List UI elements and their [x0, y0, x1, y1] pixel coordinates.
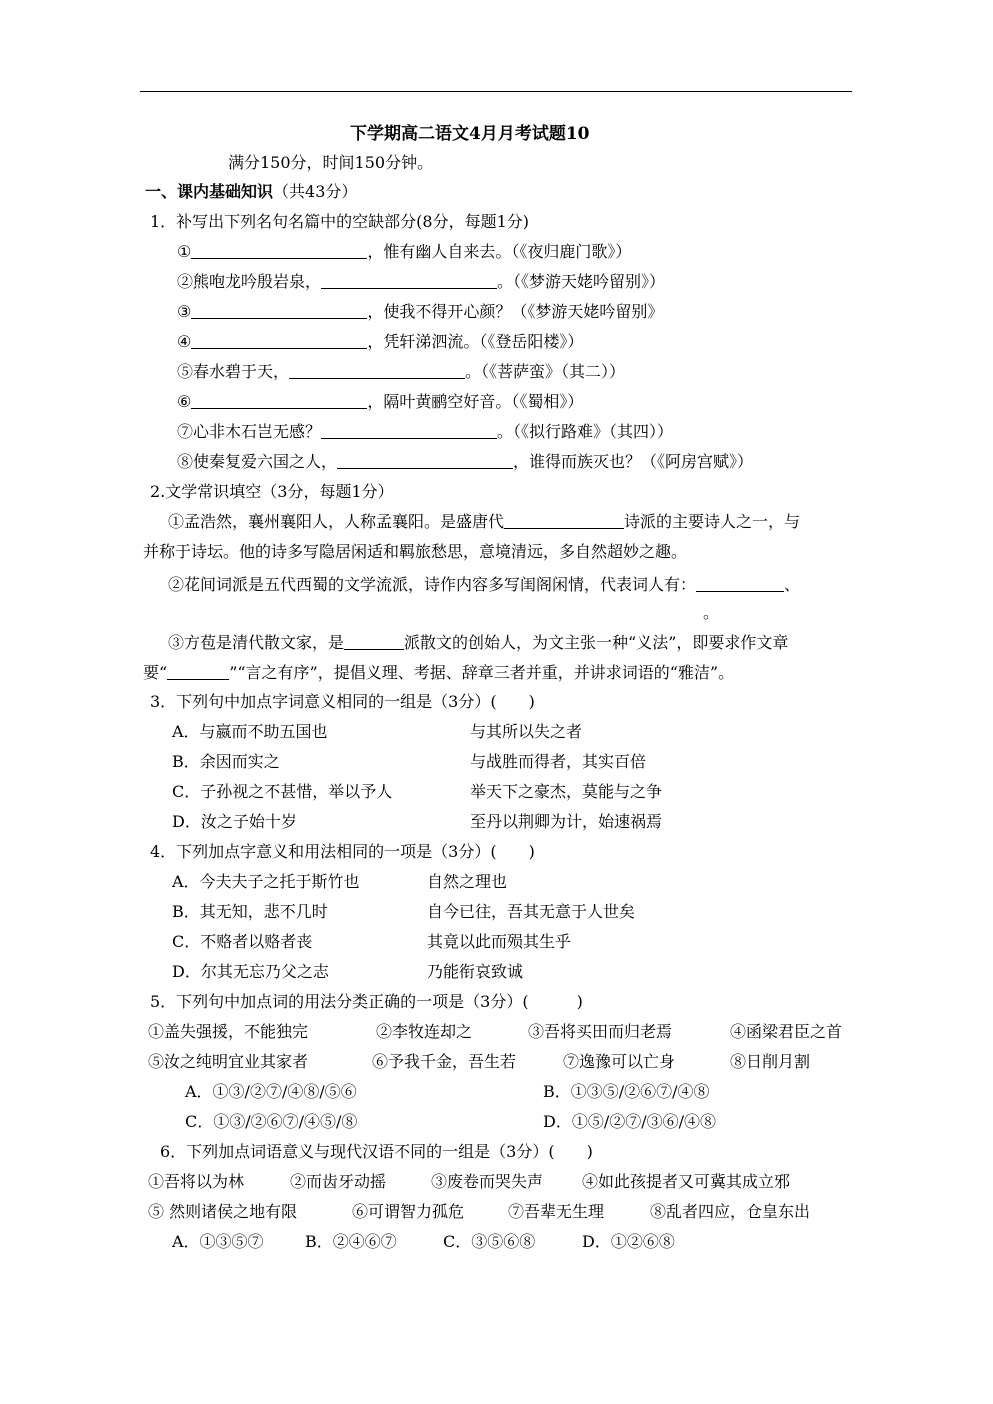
q1-item-8-pre: ⑧使秦复爱六国之人，: [177, 452, 338, 471]
q1-item-7: [177, 422, 673, 442]
q1-item-7-pre: ⑦心非木石岂无感？: [177, 422, 322, 441]
q1-stem: 1．补写出下列名句名篇中的空缺部分(8分，每题1分): [150, 212, 530, 231]
answer-blank[interactable]: [344, 633, 404, 650]
q4-option-c-left[interactable]: C．不赂者以赂者丧: [172, 932, 313, 951]
q2-p1-a: ①孟浩然，襄州襄阳人，人称孟襄阳。是盛唐代: [168, 512, 505, 531]
q4-option-b-left[interactable]: B．其无知，悲不几时: [172, 902, 328, 921]
q1-item-7-post: 。（《拟行路难》（其四））: [497, 422, 674, 441]
q1-item-4-post: ，凭轩涕泗流。（《登岳阳楼》）: [367, 332, 584, 351]
q1-item-6-post: ，隔叶黄鹂空好音。（《蜀相》）: [367, 392, 584, 411]
q1-item-2: [177, 272, 665, 292]
q1-item-2-pre: ②熊咆龙吟殷岩泉，: [177, 272, 322, 291]
q1-item-8: [177, 452, 753, 472]
q1-item-1-pre: ①: [177, 242, 192, 261]
q4-option-b-right: 自今已往，吾其无意于人世矣: [427, 902, 636, 921]
q6-option-a[interactable]: A．①③⑤⑦: [172, 1232, 264, 1251]
q1-item-5-pre: ⑤春水碧于天，: [177, 362, 290, 381]
q6-option-b[interactable]: B．②④⑥⑦: [305, 1232, 397, 1251]
q5-option-b[interactable]: B．①③⑤/②⑥⑦/④⑧: [543, 1082, 710, 1101]
q5-option-a[interactable]: A．①③/②⑦/④⑧/⑤⑥: [185, 1082, 357, 1101]
q1-item-5-post: 。（《菩萨蛮》（其二））: [465, 362, 626, 381]
exam-subtitle: 满分150分，时间150分钟。: [228, 153, 434, 172]
q2-p1-b: 诗派的主要诗人之一，与: [624, 512, 801, 531]
q3-option-b-right: 与战胜而得者，其实百倍: [470, 752, 647, 771]
q2-para-1-line-1: [168, 512, 800, 532]
answer-blank[interactable]: [321, 422, 497, 439]
q3-option-d-right: 至丹以荆卿为计，始速祸焉: [470, 812, 663, 831]
q5-item-6: ⑥予我千金，吾生若: [372, 1052, 517, 1071]
q1-item-2-post: 。（《梦游天姥吟留别》）: [497, 272, 666, 291]
q2-p3-c: 要“: [143, 663, 168, 682]
answer-blank[interactable]: [321, 272, 497, 289]
q5-item-4: ④函梁君臣之首: [730, 1022, 843, 1041]
q6-item-8: ⑧乱者四应，仓皇东出: [650, 1202, 811, 1221]
q1-item-8-post: ，谁得而族灭也？（《阿房宫赋》）: [513, 452, 754, 471]
q1-item-6: [177, 392, 583, 412]
answer-blank[interactable]: [191, 302, 367, 319]
q6-item-4: ④如此孩提者又可冀其成立邪: [582, 1172, 791, 1191]
q1-item-6-pre: ⑥: [177, 392, 192, 411]
q2-p3-b: 派散文的创始人，为文主张一种“义法”，即要求作文章: [404, 633, 789, 652]
q6-item-2: ②而齿牙动摇: [290, 1172, 387, 1191]
exam-title: 下学期高二语文4月月考试题10: [350, 124, 590, 144]
q3-option-c-right: 举天下之豪杰，莫能与之争: [470, 782, 663, 801]
q1-item-3-pre: ③: [177, 302, 192, 321]
answer-blank[interactable]: [337, 452, 513, 469]
q2-para-3-line-2: [143, 663, 734, 683]
q2-para-2-end: 。: [703, 603, 720, 622]
q6-item-5: ⑤ 然则诸侯之地有限: [148, 1202, 298, 1221]
section-heading-bold: 一、课内基础知识: [145, 182, 274, 201]
q2-para-1-line-2: 并称于诗坛。他的诗多写隐居闲适和羁旅愁思，意境清远，多自然超妙之趣。: [143, 542, 688, 561]
q3-option-a-right: 与其所以失之者: [470, 722, 583, 741]
q4-option-a-right: 自然之理也: [427, 872, 508, 891]
section-heading-rest: （共43分）: [273, 182, 358, 201]
answer-blank[interactable]: [289, 362, 465, 379]
q3-option-a-left[interactable]: A．与嬴而不助五国也: [172, 722, 328, 741]
q5-item-8: ⑧日削月割: [730, 1052, 811, 1071]
q5-item-1: ①盖失强援，不能独完: [148, 1022, 309, 1041]
q2-p3-d: ”“言之有序”，提倡义理、考据、辞章三者并重，并讲求词语的“雅洁”。: [229, 663, 735, 682]
q5-option-c[interactable]: C．①③/②⑥⑦/④⑤/⑧: [185, 1112, 358, 1131]
q6-option-d[interactable]: D．①②⑥⑧: [582, 1232, 675, 1251]
answer-blank[interactable]: [191, 392, 367, 409]
q3-option-c-left[interactable]: C．子孙视之不甚惜，举以予人: [172, 782, 393, 801]
q1-item-1-post: ，惟有幽人自来去。（《夜归鹿门歌》）: [367, 242, 632, 261]
q5-item-5: ⑤汝之纯明宜业其家者: [148, 1052, 309, 1071]
q5-item-2: ②李牧连却之: [376, 1022, 473, 1041]
q5-option-d[interactable]: D．①⑤/②⑦/③⑥/④⑧: [543, 1112, 717, 1131]
answer-blank[interactable]: [504, 512, 624, 529]
q6-item-3: ③废卷而哭失声: [431, 1172, 544, 1191]
answer-blank[interactable]: [191, 242, 367, 259]
q1-item-5: [177, 362, 625, 382]
answer-blank[interactable]: [167, 663, 229, 680]
q6-item-7: ⑦吾辈无生理: [508, 1202, 605, 1221]
q2-p2-b: 、: [784, 575, 801, 594]
q4-option-a-left[interactable]: A．今夫夫子之托于斯竹也: [172, 872, 360, 891]
q1-item-3-post: ，使我不得开心颜？（《梦游天姥吟留别》: [367, 302, 664, 321]
q5-stem: 5．下列句中加点词的用法分类正确的一项是（3分）( ): [150, 992, 583, 1011]
q6-item-6: ⑥可谓智力孤危: [352, 1202, 465, 1221]
q5-item-3: ③吾将买田而归老焉: [528, 1022, 673, 1041]
q6-item-1: ①吾将以为林: [148, 1172, 245, 1191]
q1-item-4-pre: ④: [177, 332, 192, 351]
q4-option-d-left[interactable]: D．尔其无忘乃父之志: [172, 962, 329, 981]
q6-option-c[interactable]: C．③⑤⑥⑧: [443, 1232, 536, 1251]
answer-blank[interactable]: [696, 575, 784, 592]
q1-item-3: [177, 302, 663, 322]
q1-item-1: [177, 242, 631, 262]
q4-option-d-right: 乃能衔哀致诚: [427, 962, 524, 981]
header-rule: [140, 91, 852, 92]
q6-stem: 6．下列加点词语意义与现代汉语不同的一组是（3分）( ): [160, 1142, 593, 1161]
q1-item-4: [177, 332, 583, 352]
q4-stem: 4．下列加点字意义和用法相同的一项是（3分）( ): [150, 842, 535, 861]
q2-para-2-line-1: [168, 575, 800, 595]
q3-option-b-left[interactable]: B．余因而实之: [172, 752, 280, 771]
q2-para-3-line-1: [168, 633, 788, 653]
q2-stem: 2.文学常识填空（3分，每题1分）: [150, 482, 394, 501]
answer-blank[interactable]: [191, 332, 367, 349]
q2-p3-a: ③方苞是清代散文家，是: [168, 633, 345, 652]
q3-stem: 3．下列句中加点字词意义相同的一组是（3分）( ): [150, 692, 535, 711]
q5-item-7: ⑦逸豫可以亡身: [563, 1052, 676, 1071]
q3-option-d-left[interactable]: D．汝之子始十岁: [172, 812, 297, 831]
section-heading: [145, 182, 357, 202]
q4-option-c-right: 其竟以此而殒其生乎: [427, 932, 572, 951]
q2-p2-a: ②花间词派是五代西蜀的文学流派，诗作内容多写闺阁闲情，代表词人有：: [168, 575, 697, 594]
